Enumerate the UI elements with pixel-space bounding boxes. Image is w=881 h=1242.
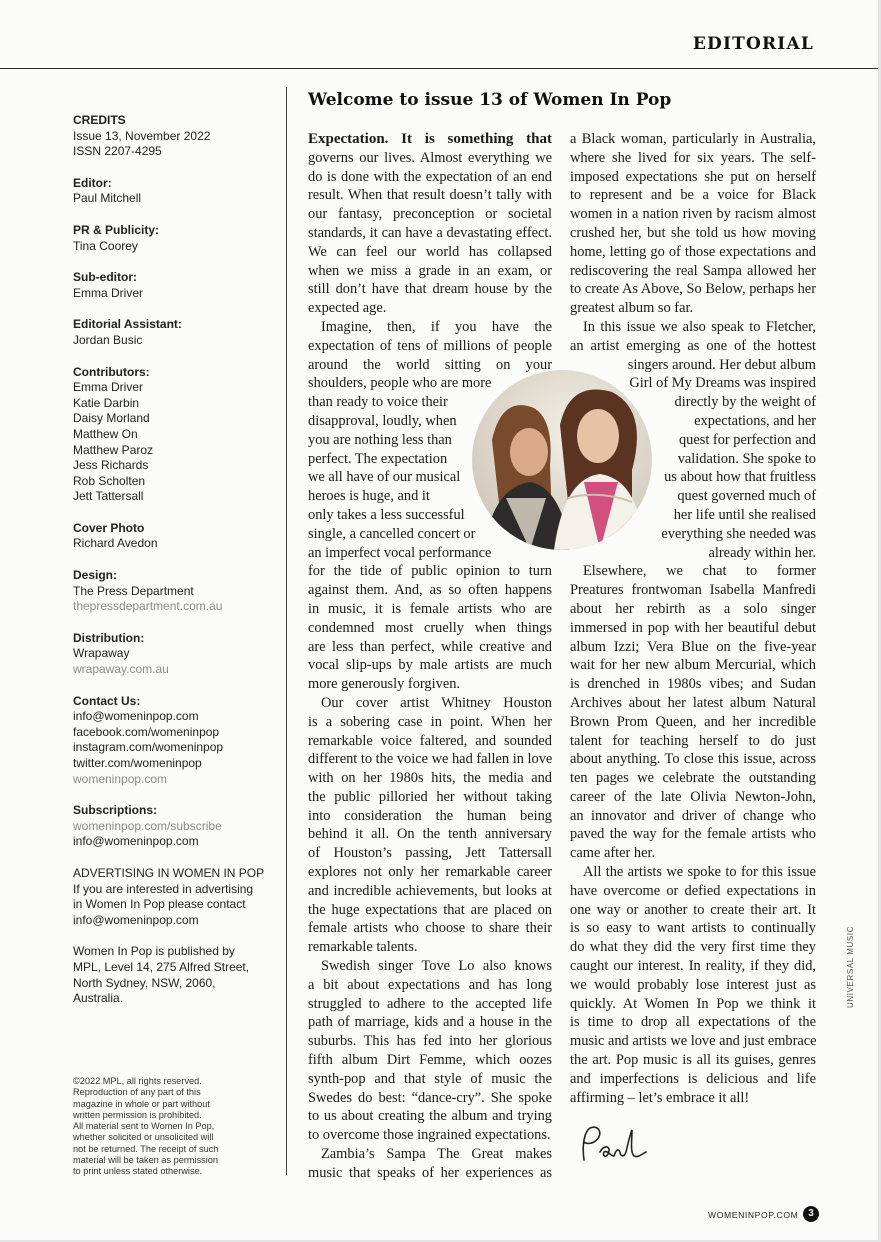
article-line: you are nothing less than (308, 431, 452, 448)
page-number: 3 (803, 1206, 819, 1222)
article-line: do is done with the expectation of an end (308, 168, 552, 185)
article-line: directly by the weight of (674, 394, 816, 411)
article-line: about her rebirth as a solo singer (570, 600, 816, 617)
article-line: imposed expectations she put on herself (570, 168, 816, 185)
article-line: to overcome those ingrained expectations. (308, 1127, 551, 1144)
article-line: against them. And, as so often happens (308, 582, 552, 599)
article-line: singers around. Her debut album (627, 356, 816, 373)
credit-value: Richard Avedon (73, 536, 158, 551)
credit-value: Katie Darbin (73, 395, 140, 410)
legal-line: Reproduction of any part of this (73, 1087, 201, 1098)
credit-value: The Press Department (73, 583, 194, 598)
article-line: more generously forgiven. (308, 676, 460, 693)
credit-label: Contact Us: (73, 693, 141, 708)
article-line: home, letting go of those expectations and (570, 243, 816, 260)
credit-value: Jordan Busic (73, 332, 143, 347)
article-line: path of marriage, kids and a house in the (308, 1014, 552, 1031)
article-line: shoulders, people who are more (308, 375, 492, 392)
photo-credit: UNIVERSAL MUSIC (846, 925, 855, 1008)
article-line: Expectation. It is something that (308, 131, 552, 147)
publisher-line: North Sydney, NSW, 2060, (73, 975, 216, 990)
credit-label: PR & Publicity: (73, 222, 160, 237)
article-line: governs our lives. Almost everything we (308, 149, 552, 166)
article-line: with on her 1980s hits, the media and (308, 770, 552, 787)
article-line: rediscovering the real Sampa allowed her (570, 262, 816, 279)
article-line: one way or another to create their art. It (570, 901, 816, 918)
legal-line: not be returned. The receipt of such (73, 1143, 219, 1154)
article-column-2 (570, 130, 816, 1107)
credit-label: Sub-editor: (73, 270, 137, 285)
article-line: immersed in pop with her beautiful debut (570, 619, 816, 636)
credit-value[interactable]: instagram.com/womeninpop (73, 740, 224, 755)
credit-group (73, 694, 283, 788)
artist-photo (472, 370, 652, 550)
article-line: Swedish singer Tove Lo also knows (321, 958, 552, 975)
article-line: is a sobering case in point. When her (308, 713, 552, 730)
article-line: Our cover artist Whitney Houston (321, 694, 552, 711)
credit-label: Cover Photo (73, 520, 145, 535)
article-line: album Izzi; Vera Blue on the five-year (570, 638, 816, 655)
article-line: to create As Above, So Below, perhaps her (570, 281, 816, 298)
article-line: still don’t have that dream house by the (308, 281, 552, 298)
article-line: an innovator and driver of change who (570, 807, 816, 824)
credit-group (73, 568, 283, 615)
credit-group (73, 270, 283, 301)
article-line: only takes a less successful (308, 506, 465, 523)
article-line: suburbs. This has fed into her glorious (308, 1033, 552, 1050)
article-line: around the world sitting on your (308, 356, 552, 373)
article-line: to us about creating the album and trying (308, 1108, 552, 1125)
issue-line: Issue 13, November 2022 (73, 128, 211, 143)
publisher-line: Australia. (73, 991, 124, 1006)
credit-group (73, 365, 283, 505)
article-line: career of the late Olivia Newton-John, (570, 788, 816, 805)
credits-title: CREDITS (73, 113, 126, 127)
legal-line: magazine in whole or part without (73, 1098, 210, 1109)
article-line: expectation of tens of millions of people (308, 337, 552, 354)
publisher-line: MPL, Level 14, 275 Alfred Street, (73, 959, 250, 974)
credit-value: Daisy Morland (73, 411, 150, 426)
article-line: quest for perfection and (678, 431, 816, 448)
article-line: into consideration the human being (308, 807, 552, 824)
article-line: a Black woman, particularly in Australia, (570, 131, 816, 147)
credit-label: Editorial Assistant: (73, 317, 182, 332)
article-line: Zambia’s Sampa The Great makes (321, 1146, 552, 1163)
article-line: we all have of our musical (308, 469, 461, 486)
article-line: the huge expectations that are placed on (308, 901, 552, 918)
footer-site[interactable]: WOMENINPOP.COM (708, 1210, 799, 1220)
article-line: Imagine, then, if you have the (321, 318, 552, 335)
legal-line: material will be taken as permission (73, 1155, 219, 1166)
credit-value: Paul Mitchell (73, 191, 142, 206)
article-line: Preatures frontwoman Isabella Manfredi (570, 582, 816, 599)
credit-link[interactable]: wrapaway.com.au (73, 662, 169, 677)
article-line: female artists who choose to share their (308, 920, 552, 937)
article-line: explores not only her remarkable career (308, 864, 552, 881)
article-line: behind it all. On the tenth anniversary (308, 826, 552, 843)
article-line: ten pages we celebrate the outstanding (570, 770, 816, 787)
article-line: perfect. The expectation (308, 450, 448, 467)
credit-value[interactable]: facebook.com/womeninpop (73, 724, 220, 739)
credit-value: Wrapaway (73, 646, 130, 661)
article-line: result. When that result doesn’t tally with (308, 187, 552, 204)
article-column-1 (308, 130, 552, 1183)
article-line: and imperfections is delicious and life (570, 1070, 816, 1087)
article-line: is drenched in 1980s vibes; and Sudan (570, 676, 816, 693)
credit-link[interactable]: womeninpop.com (73, 771, 168, 786)
article-line: condemned most cruelly when things (308, 619, 552, 636)
article-line: Girl of My Dreams was inspired (629, 375, 816, 392)
article-line: struggled to adhere to the accepted life (308, 995, 552, 1012)
credit-label: Contributors: (73, 364, 150, 379)
article-line: an imperfect vocal performance (308, 544, 492, 561)
photo-illustration (472, 370, 652, 550)
article-line: women in a nation riven by racism almost (570, 206, 816, 223)
article-line: her life until she realised (673, 506, 816, 523)
article-line: about anything. To close this issue, across (570, 751, 816, 768)
article-line: is time to drop all expectations of the (570, 1014, 816, 1031)
section-title: EDITORIAL (692, 34, 814, 54)
legal-line: All material sent to Women In Pop, (73, 1121, 215, 1132)
advertising-info (73, 866, 283, 928)
advertising-line: ADVERTISING IN WOMEN IN POP (73, 865, 265, 880)
article-line: and incredible achievements, but looks at (308, 882, 552, 899)
credit-group (73, 803, 283, 850)
editor-signature (576, 1122, 656, 1170)
article-line: when we miss a grade in an exam, or (308, 262, 552, 279)
credit-label: Distribution: (73, 630, 145, 645)
article-line: Elsewhere, we chat to former (583, 563, 816, 580)
article-line: greatest album so far. (570, 300, 694, 317)
article-line: a bit about expectations and has long (308, 976, 552, 993)
credit-link[interactable]: womeninpop.com/subscribe (73, 818, 222, 833)
article-line: music that speaks of her experiences as (308, 1164, 552, 1181)
article-line: came after her. (570, 845, 656, 862)
article-line: paved the way for the female artists who (570, 826, 816, 843)
credit-group (73, 317, 283, 348)
credit-group (73, 521, 283, 552)
credit-value: Tina Coorey (73, 238, 138, 253)
credit-label: Editor: (73, 175, 112, 190)
article-line: remarkable voice faltered, and sounded (308, 732, 552, 749)
credit-value: Emma Driver (73, 285, 144, 300)
credit-link[interactable]: thepressdepartment.com.au (73, 599, 223, 614)
article-line: an artist emerging as one of the hottest (570, 337, 816, 354)
credits-panel (73, 113, 283, 1023)
credit-group (73, 631, 283, 678)
article-line: quickly. At Women In Pop we think it (570, 995, 816, 1012)
article-line: do what they did the very first time they (570, 939, 816, 956)
article-line: expectations, and her (694, 412, 816, 429)
article-line: fifth album Dirt Femme, which oozes (308, 1052, 552, 1069)
article-line: our fantasy, preconception or societal (308, 206, 552, 223)
legal-notice (73, 1076, 278, 1178)
credit-value[interactable]: twitter.com/womeninpop (73, 756, 202, 770)
article-line: synth-pop and that style of music the (308, 1070, 552, 1087)
article-line: Brown Prom Queen, and her incredible (570, 713, 816, 730)
article-line: music and artists we love and just embrace (570, 1033, 817, 1050)
credit-value[interactable]: info@womeninpop.com (73, 834, 199, 849)
article-line: than ready to voice their (308, 394, 448, 411)
article-line: everything she needed was (661, 525, 816, 542)
article-title: Welcome to issue 13 of Women In Pop (308, 90, 672, 110)
article-line: for the tide of public opinion to turn (308, 563, 552, 580)
article-line: heroes is huge, and it (308, 488, 430, 505)
credit-label: Design: (73, 568, 118, 583)
article-line: remarkable talents. (308, 939, 418, 956)
article-line: to represent and be a voice for Black (570, 187, 816, 204)
credit-group (73, 176, 283, 207)
credit-value: Matthew Paroz (73, 442, 154, 457)
credit-value: Emma Driver (73, 380, 144, 395)
article-line: quest governed much of (677, 488, 816, 505)
article-line: validation. She spoke to (677, 450, 816, 467)
article-line: of Houston’s passing, Jett Tattersall (308, 845, 552, 862)
advertising-line: If you are interested in advertising (73, 881, 254, 896)
article-line: single, a cancelled concert or (308, 525, 476, 542)
publisher-info (73, 944, 283, 1006)
credit-value: Rob Scholten (73, 473, 146, 488)
issn-line: ISSN 2207-4295 (73, 144, 162, 159)
article-line: affirming – let’s embrace it all! (570, 1089, 750, 1106)
article-line: Archives about her latest album Natural (570, 694, 816, 711)
article-line: talent for teaching herself to do just (570, 732, 816, 749)
column-divider (286, 87, 287, 1175)
legal-line: ©2022 MPL, all rights reserved. (73, 1076, 202, 1086)
article-line: in music, it is female artists who are (308, 600, 552, 617)
article-line: where she lived for six years. The self- (570, 149, 816, 166)
credit-value: Jess Richards (73, 458, 149, 473)
credit-group (73, 223, 283, 254)
article-line: are less than perfect, while creative and (308, 638, 552, 655)
article-line: already within her. (708, 544, 816, 561)
article-line: different to the voice we had fallen in love (308, 751, 553, 768)
publisher-line: Women In Pop is published by (73, 944, 235, 959)
article-line: the public pilloried her without taking (308, 788, 552, 805)
article-line: caught our interest. In reality, if they did, (570, 958, 816, 975)
article-line: Swedes do best: “dance-cry”. She spoke (308, 1089, 552, 1106)
credit-value: Jett Tattersall (73, 489, 144, 504)
advertising-line: info@womeninpop.com (73, 912, 199, 927)
credit-value: Matthew On (73, 426, 138, 441)
article-line: In this issue we also speak to Fletcher, (583, 318, 816, 335)
article-line: expected age. (308, 300, 387, 317)
article-line: vocal slip-ups by male artists are much (308, 657, 552, 674)
header-bar (0, 0, 878, 69)
article-line: wait for her new album Mercurial, which (570, 657, 816, 674)
credit-label: Subscriptions: (73, 803, 158, 818)
article-line: standards, it can have a devastating effect. (308, 224, 552, 241)
advertising-line: in Women In Pop please contact (73, 897, 246, 912)
article-line: All the artists we spoke to for this issue (583, 864, 816, 881)
legal-line: to print unless stated otherwise. (73, 1166, 203, 1177)
credits-header (73, 113, 283, 160)
article-line: the art. Pop music is all its guises, genres (570, 1052, 816, 1069)
article-line: We can feel our world has collapsed (308, 243, 552, 260)
legal-line: written permission is prohibited. (73, 1109, 202, 1120)
article-line: is so easy to want artists to continually (570, 920, 816, 937)
credit-value[interactable]: info@womeninpop.com (73, 709, 199, 724)
article-line: us about how that fruitless (664, 469, 816, 486)
article-line: we would probably lose interest just as (570, 976, 816, 993)
article-line: disapproval, loudly, when (308, 412, 457, 429)
article-line: crushed her, but she told us how moving (570, 224, 816, 241)
legal-line: whether solicited or unsolicited will (73, 1132, 214, 1143)
article-line: have overcome or defied expectations in (570, 882, 816, 899)
